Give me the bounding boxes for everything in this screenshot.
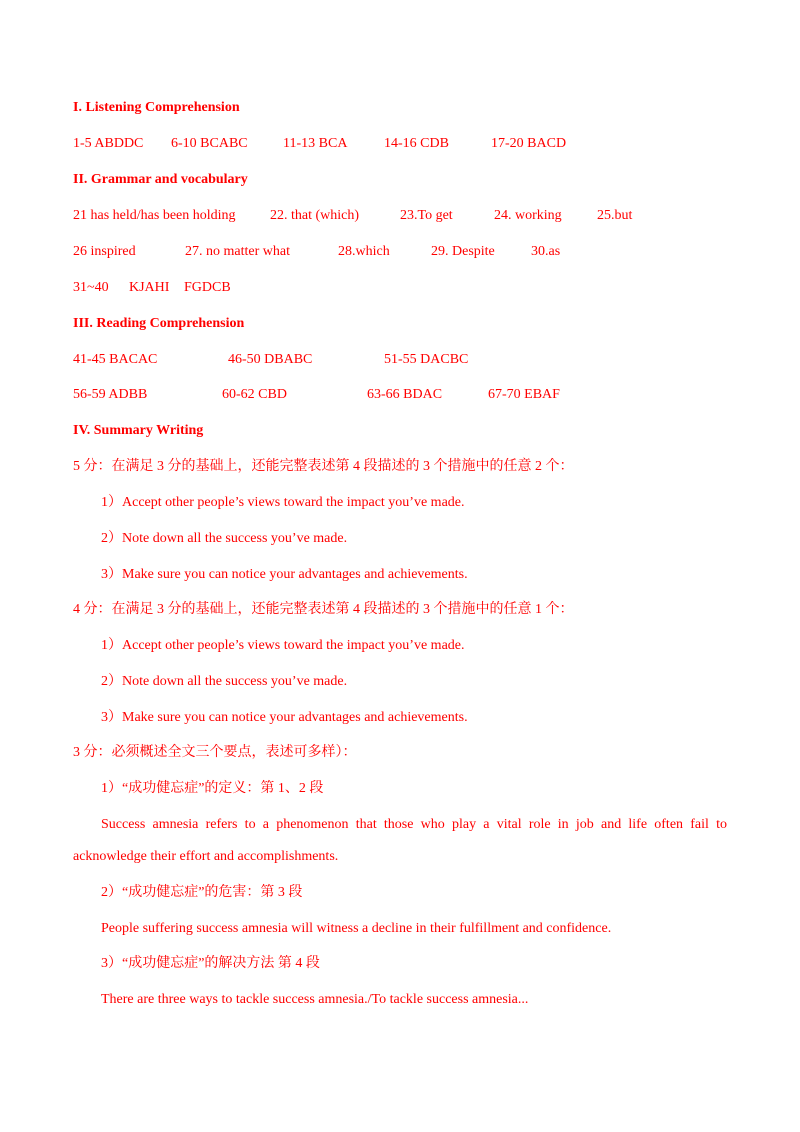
point-2-text: People suffering success amnesia will witness a decline in their fulfillment and confidence. [101,921,612,936]
criterion-4-item-1: 1）Accept other people’s views toward the impact you’ve made. [101,638,465,653]
answer-grammar-29: 29. Despite [431,244,495,259]
answer-listening-17-20: 17-20 BACD [491,136,567,151]
answer-grammar-31-35: KJAHI [129,280,170,295]
point-1-text-line-1: Success amnesia refers to a phenomenon that those who play a vital role in job and life often fail to [101,817,727,832]
point-2-title: 2）“成功健忘症”的危害：第 3 段 [101,885,303,900]
answer-listening-11-13: 11-13 BCA [283,136,348,151]
criterion-4-item-3: 3）Make sure you can notice your advantages and achievements. [101,710,468,725]
section-heading-summary: IV. Summary Writing [73,423,204,438]
answer-grammar-27: 27. no matter what [185,244,290,259]
criterion-4-item-2: 2）Note down all the success you’ve made. [101,674,348,689]
criterion-5-item-1: 1）Accept other people’s views toward the impact you’ve made. [101,495,465,510]
answer-grammar-23: 23.To get [400,208,453,223]
criterion-3-points: 3 分：必须概述全文三个要点，表述可多样）： [73,745,357,760]
answer-grammar-31-40-label: 31~40 [73,280,109,295]
criterion-5-item-2: 2）Note down all the success you’ve made. [101,531,348,546]
section-heading-grammar: II. Grammar and vocabulary [73,172,248,187]
answer-grammar-22: 22. that (which) [270,208,360,223]
answer-reading-46-50: 46-50 DBABC [228,352,313,367]
point-1-title: 1）“成功健忘症”的定义：第 1、2 段 [101,781,324,796]
answer-listening-14-16: 14-16 CDB [384,136,449,151]
answer-reading-63-66: 63-66 BDAC [367,387,443,402]
answer-reading-51-55: 51-55 DACBC [384,352,469,367]
answer-grammar-28: 28.which [338,244,390,259]
answer-reading-56-59: 56-59 ADBB [73,387,148,402]
answer-grammar-24: 24. working [494,208,562,223]
answer-grammar-36-40: FGDCB [184,280,231,295]
answer-reading-67-70: 67-70 EBAF [488,387,560,402]
answer-grammar-26: 26 inspired [73,244,136,259]
point-3-text: There are three ways to tackle success amnesia./To tackle success amnesia... [101,992,529,1007]
answer-reading-60-62: 60-62 CBD [222,387,287,402]
criterion-5-item-3: 3）Make sure you can notice your advantages and achievements. [101,567,468,582]
answer-reading-41-45: 41-45 BACAC [73,352,158,367]
point-1-text-line-2: acknowledge their effort and accomplishments. [73,849,339,864]
answer-grammar-25: 25.but [597,208,633,223]
point-3-title: 3）“成功健忘症”的解决方法 第 4 段 [101,956,320,971]
criterion-4-points: 4 分：在满足 3 分的基础上，还能完整表述第 4 段描述的 3 个措施中的任意 1 个： [73,602,574,617]
answer-listening-1-5: 1-5 ABDDC [73,136,144,151]
answer-grammar-21: 21 has held/has been holding [73,208,236,223]
criterion-5-points: 5 分：在满足 3 分的基础上，还能完整表述第 4 段描述的 3 个措施中的任意 2 个： [73,459,574,474]
answer-listening-6-10: 6-10 BCABC [171,136,248,151]
section-heading-listening: I. Listening Comprehension [73,100,240,115]
answer-grammar-30: 30.as [531,244,561,259]
section-heading-reading: III. Reading Comprehension [73,316,245,331]
